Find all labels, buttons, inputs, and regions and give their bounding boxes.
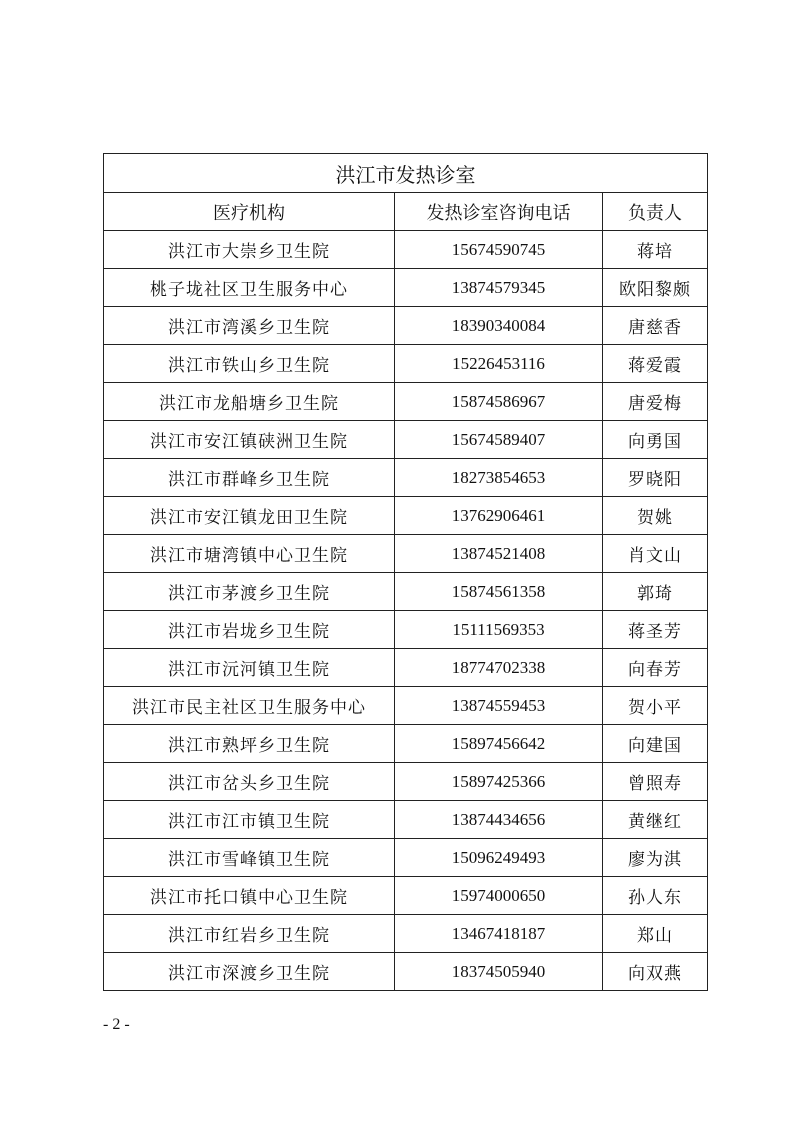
table-row <box>104 915 708 953</box>
cell-org: 桃子垅社区卫生服务中心 <box>104 269 395 307</box>
table-row <box>104 801 708 839</box>
table-row <box>104 421 708 459</box>
cell-org: 洪江市熟坪乡卫生院 <box>104 725 395 763</box>
cell-phone: 15874586967 <box>395 383 603 421</box>
table-row <box>104 573 708 611</box>
cell-person: 罗晓阳 <box>603 459 708 497</box>
cell-phone: 15897456642 <box>395 725 603 763</box>
cell-phone: 13874521408 <box>395 535 603 573</box>
cell-person: 向春芳 <box>603 649 708 687</box>
cell-person: 孙人东 <box>603 877 708 915</box>
cell-person: 贺姚 <box>603 497 708 535</box>
header-person: 负责人 <box>603 193 708 231</box>
cell-person: 郑山 <box>603 915 708 953</box>
cell-org: 洪江市湾溪乡卫生院 <box>104 307 395 345</box>
cell-person: 郭琦 <box>603 573 708 611</box>
table-title: 洪江市发热诊室 <box>104 154 708 193</box>
cell-phone: 13467418187 <box>395 915 603 953</box>
table-row <box>104 459 708 497</box>
cell-phone: 18374505940 <box>395 953 603 991</box>
cell-org: 洪江市安江镇硖洲卫生院 <box>104 421 395 459</box>
cell-phone: 15874561358 <box>395 573 603 611</box>
cell-phone: 15226453116 <box>395 345 603 383</box>
fever-clinic-table <box>103 153 708 991</box>
cell-person: 曾照寿 <box>603 763 708 801</box>
cell-org: 洪江市岔头乡卫生院 <box>104 763 395 801</box>
table-row <box>104 725 708 763</box>
table-row <box>104 953 708 991</box>
cell-org: 洪江市群峰乡卫生院 <box>104 459 395 497</box>
cell-org: 洪江市托口镇中心卫生院 <box>104 877 395 915</box>
table-row <box>104 611 708 649</box>
cell-phone: 13762906461 <box>395 497 603 535</box>
cell-org: 洪江市大崇乡卫生院 <box>104 231 395 269</box>
cell-org: 洪江市雪峰镇卫生院 <box>104 839 395 877</box>
table-row <box>104 649 708 687</box>
table-title-row <box>104 154 708 193</box>
cell-person: 蒋培 <box>603 231 708 269</box>
cell-org: 洪江市茅渡乡卫生院 <box>104 573 395 611</box>
cell-person: 向双燕 <box>603 953 708 991</box>
cell-phone: 15674589407 <box>395 421 603 459</box>
cell-person: 蒋爱霞 <box>603 345 708 383</box>
table-body <box>104 231 708 991</box>
table-row <box>104 877 708 915</box>
cell-person: 向建国 <box>603 725 708 763</box>
cell-org: 洪江市安江镇龙田卫生院 <box>104 497 395 535</box>
table-row <box>104 307 708 345</box>
cell-phone: 18390340084 <box>395 307 603 345</box>
table-row <box>104 687 708 725</box>
table-row <box>104 535 708 573</box>
header-org: 医疗机构 <box>104 193 395 231</box>
cell-person: 蒋圣芳 <box>603 611 708 649</box>
header-phone: 发热诊室咨询电话 <box>395 193 603 231</box>
cell-phone: 18774702338 <box>395 649 603 687</box>
table-row <box>104 345 708 383</box>
cell-person: 唐爱梅 <box>603 383 708 421</box>
cell-org: 洪江市龙船塘乡卫生院 <box>104 383 395 421</box>
cell-org: 洪江市江市镇卫生院 <box>104 801 395 839</box>
table-row <box>104 231 708 269</box>
cell-org: 洪江市沅河镇卫生院 <box>104 649 395 687</box>
cell-phone: 13874559453 <box>395 687 603 725</box>
cell-org: 洪江市铁山乡卫生院 <box>104 345 395 383</box>
table-row <box>104 269 708 307</box>
cell-person: 贺小平 <box>603 687 708 725</box>
cell-phone: 15674590745 <box>395 231 603 269</box>
cell-person: 肖文山 <box>603 535 708 573</box>
cell-phone: 13874434656 <box>395 801 603 839</box>
cell-phone: 15096249493 <box>395 839 603 877</box>
cell-phone: 15974000650 <box>395 877 603 915</box>
cell-person: 廖为淇 <box>603 839 708 877</box>
cell-person: 欧阳黎颇 <box>603 269 708 307</box>
cell-person: 向勇国 <box>603 421 708 459</box>
table-row <box>104 497 708 535</box>
cell-person: 唐慈香 <box>603 307 708 345</box>
table-row <box>104 383 708 421</box>
cell-phone: 15111569353 <box>395 611 603 649</box>
cell-org: 洪江市岩垅乡卫生院 <box>104 611 395 649</box>
cell-org: 洪江市塘湾镇中心卫生院 <box>104 535 395 573</box>
cell-phone: 13874579345 <box>395 269 603 307</box>
cell-org: 洪江市民主社区卫生服务中心 <box>104 687 395 725</box>
page-number: - 2 - <box>103 1016 130 1033</box>
table-row <box>104 839 708 877</box>
cell-org: 洪江市红岩乡卫生院 <box>104 915 395 953</box>
cell-org: 洪江市深渡乡卫生院 <box>104 953 395 991</box>
cell-phone: 18273854653 <box>395 459 603 497</box>
table-header-row <box>104 193 708 231</box>
cell-person: 黄继红 <box>603 801 708 839</box>
table-row <box>104 763 708 801</box>
cell-phone: 15897425366 <box>395 763 603 801</box>
